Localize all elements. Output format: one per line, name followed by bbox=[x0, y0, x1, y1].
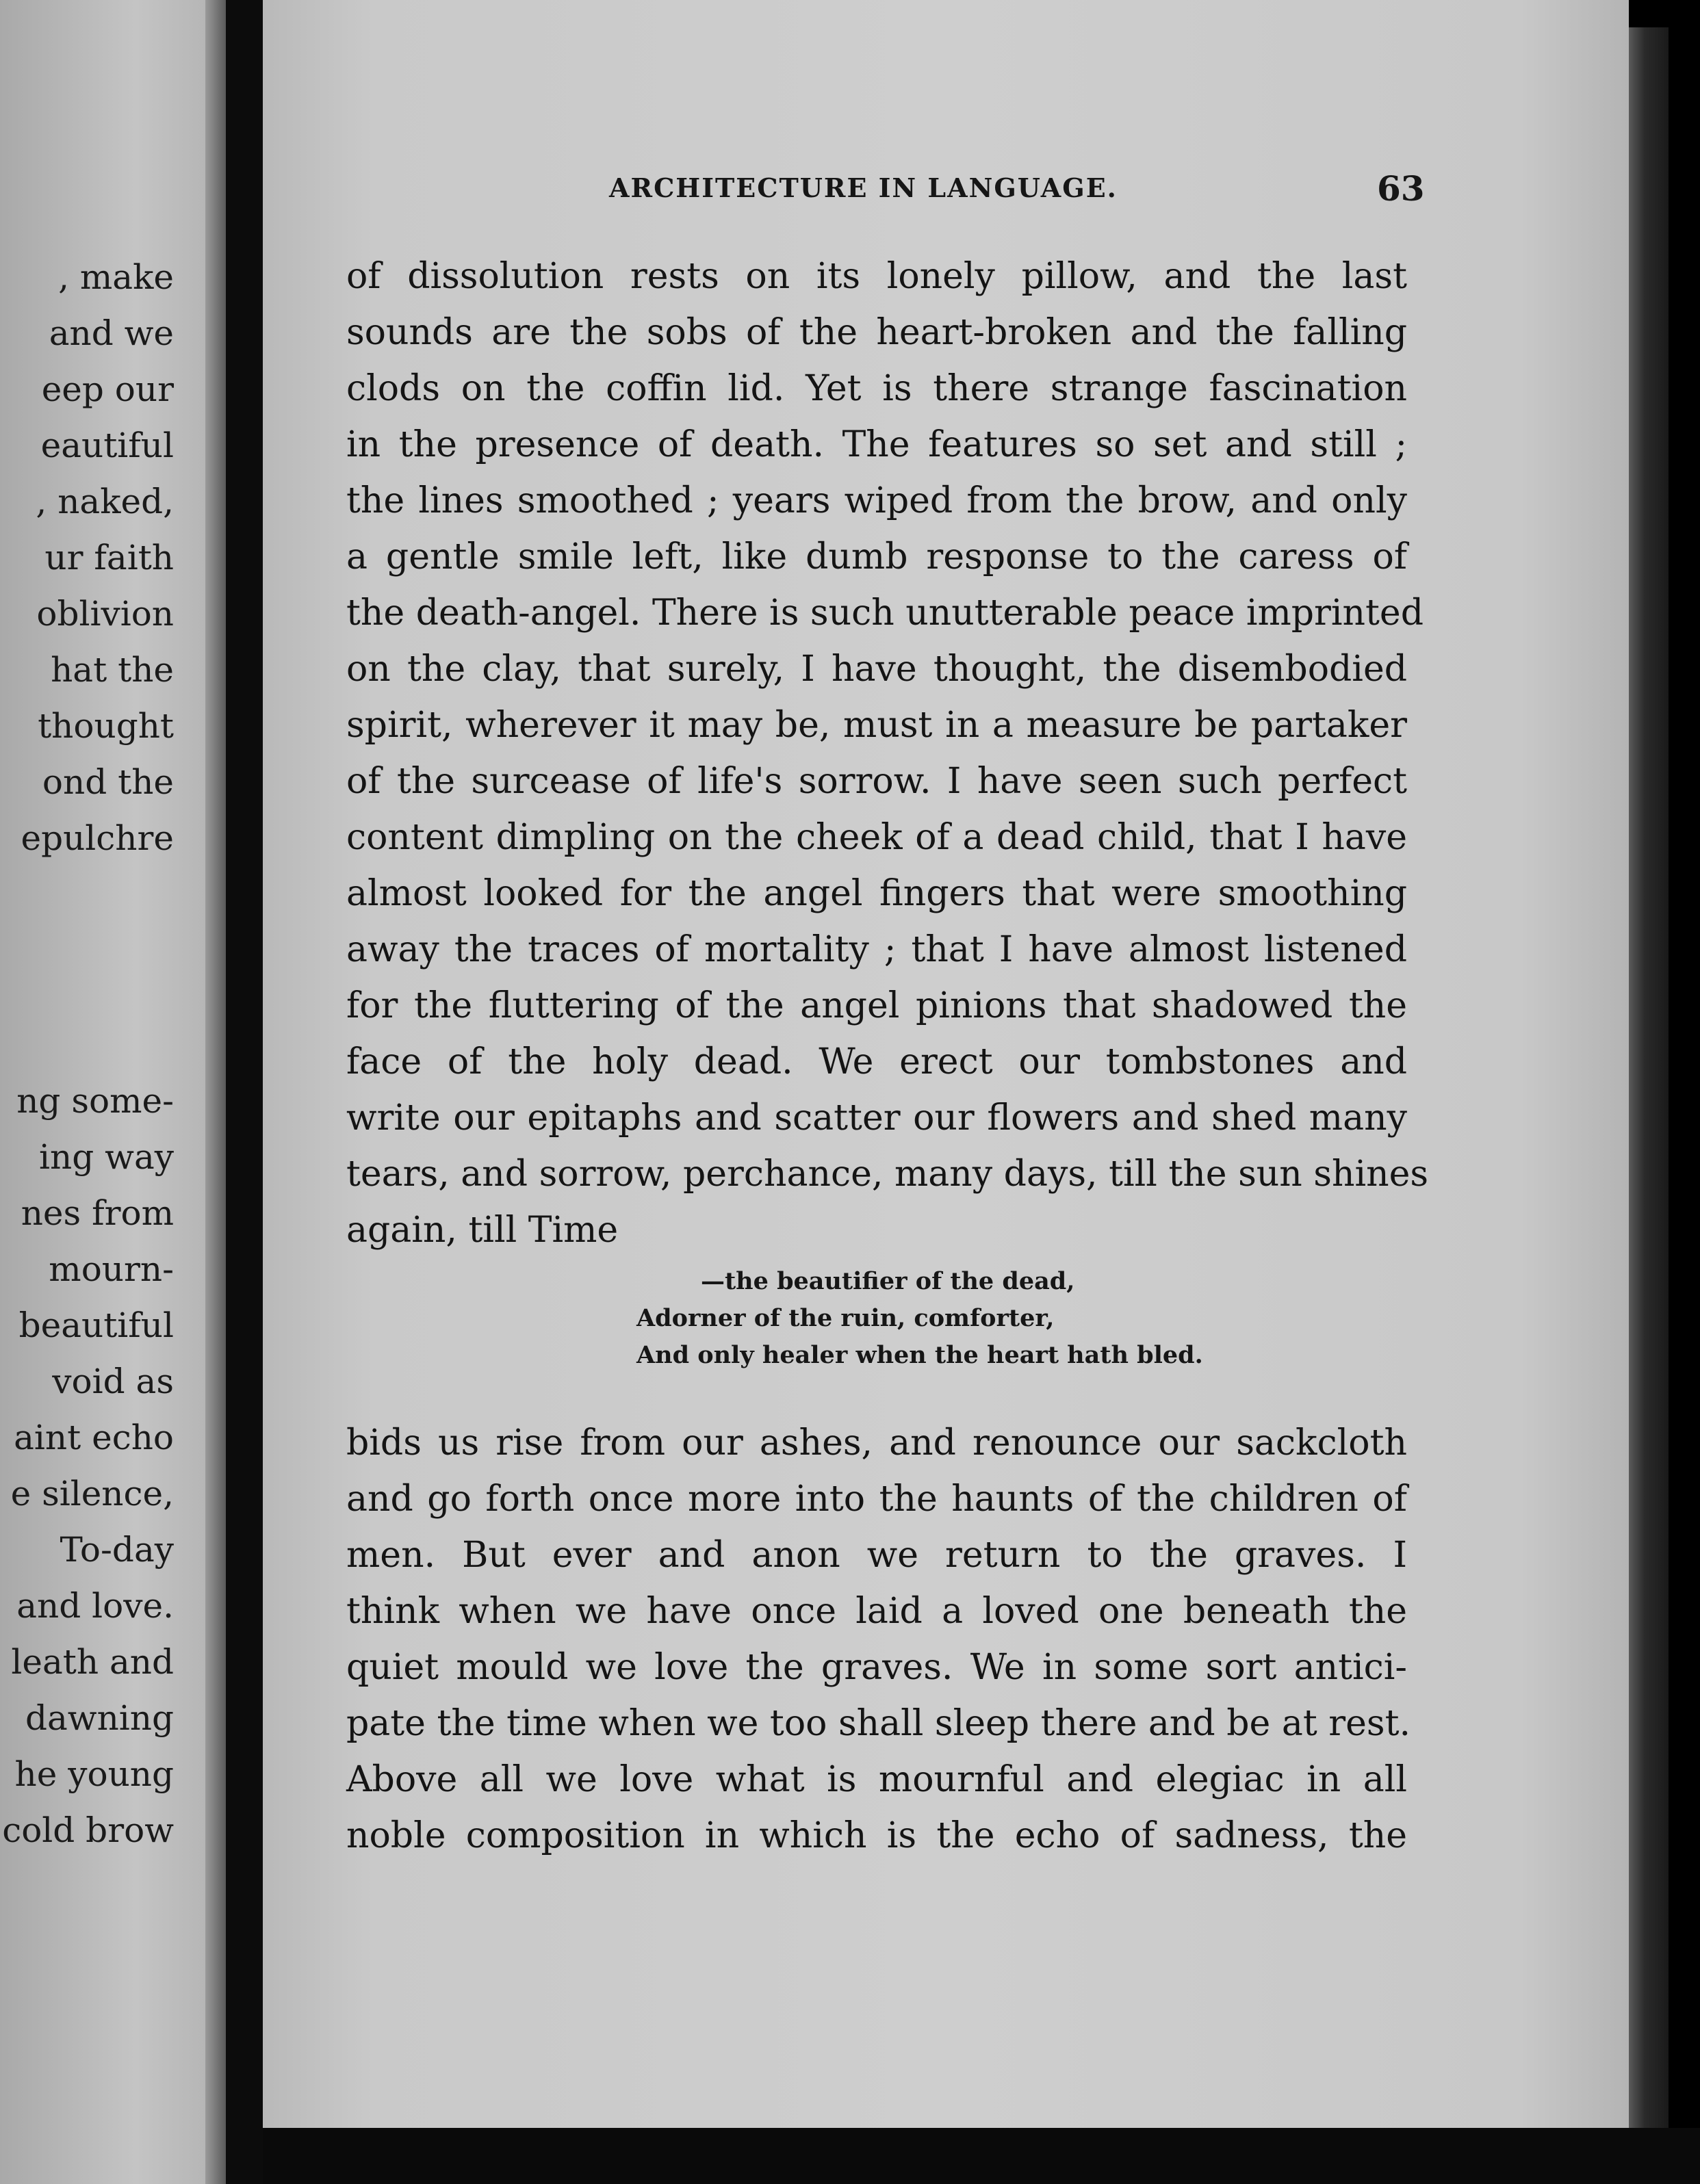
text-line: bids us rise from our ashes, and renounce our sackcloth bbox=[346, 1422, 1407, 1464]
text-line: the death-angel. There is such unutterable peace imprinted bbox=[346, 593, 1424, 634]
page-edge-shadow bbox=[205, 0, 226, 2184]
left-page-line: dawning bbox=[25, 1698, 174, 1738]
left-page-line: oblivion bbox=[36, 594, 174, 634]
text-line: write our epitaphs and scatter our flowers and shed many bbox=[346, 1097, 1407, 1139]
text-line: in the presence of death. The features so set and still ; bbox=[346, 424, 1407, 465]
text-line: men. But ever and anon we return to the graves. I bbox=[346, 1535, 1407, 1576]
left-page-line: ond the bbox=[42, 762, 174, 802]
left-page-line: eep our bbox=[41, 369, 174, 409]
left-page-line: e silence, bbox=[10, 1474, 174, 1513]
verse-quotation bbox=[636, 1263, 1203, 1374]
left-page-line: epulchre bbox=[21, 818, 174, 858]
quote-line: —the beautifier of the dead, bbox=[701, 1267, 1075, 1295]
text-line: sounds are the sobs of the heart-broken and the falling bbox=[346, 312, 1407, 353]
previous-page bbox=[0, 0, 226, 2184]
text-line: Above all we love what is mournful and elegiac in all bbox=[346, 1759, 1407, 1800]
text-line: think when we have once laid a loved one beneath the bbox=[346, 1591, 1407, 1632]
body-paragraph bbox=[346, 248, 1429, 1258]
text-line: for the fluttering of the angel pinions that shadowed the bbox=[346, 985, 1407, 1026]
text-line: a gentle smile left, like dumb response to the caress of bbox=[346, 536, 1407, 577]
left-page-line: To-day bbox=[60, 1530, 174, 1570]
text-line: quiet mould we love the graves. We in some sort antici- bbox=[346, 1647, 1407, 1688]
left-page-line: ng some- bbox=[16, 1081, 174, 1121]
left-page-line: eautiful bbox=[40, 426, 174, 465]
text-line: of the surcease of life's sorrow. I have seen such perfect bbox=[346, 761, 1407, 802]
text-line: tears, and sorrow, perchance, many days, till the sun shines bbox=[346, 1154, 1429, 1195]
quote-line: And only healer when the heart hath bled. bbox=[636, 1341, 1203, 1369]
book-gutter bbox=[226, 0, 263, 2184]
text-line: and go forth once more into the haunts of the children of bbox=[346, 1479, 1407, 1520]
left-page-line: mourn- bbox=[49, 1249, 174, 1289]
left-page-line: ing way bbox=[39, 1137, 174, 1177]
page-bottom-shadow bbox=[263, 2128, 1700, 2184]
left-page-line: , make bbox=[58, 257, 174, 297]
left-page-line: , naked, bbox=[36, 482, 174, 521]
text-line: content dimpling on the cheek of a dead child, that I have bbox=[346, 817, 1407, 858]
text-line: pate the time when we too shall sleep there and be at rest. bbox=[346, 1703, 1411, 1744]
text-line: face of the holy dead. We erect our tombstones and bbox=[346, 1041, 1407, 1082]
page-edge-shadow bbox=[1629, 27, 1669, 2128]
left-page-line: he young bbox=[14, 1754, 174, 1794]
left-page-line: hat the bbox=[51, 650, 174, 690]
left-page-line: ur faith bbox=[44, 538, 174, 577]
quote-line: Adorner of the ruin, comforter, bbox=[636, 1304, 1055, 1332]
left-page-line: nes from bbox=[21, 1193, 174, 1233]
text-line: noble composition in which is the echo of sadness, the bbox=[346, 1815, 1407, 1856]
text-line: away the traces of mortality ; that I have almost listened bbox=[346, 929, 1407, 970]
body-paragraph bbox=[346, 1415, 1411, 1864]
text-line: of dissolution rests on its lonely pillow, and the last bbox=[346, 256, 1407, 297]
left-page-line: void as bbox=[52, 1362, 174, 1401]
running-head: ARCHITECTURE IN LANGUAGE. bbox=[609, 172, 1118, 203]
left-page-line: cold brow bbox=[2, 1810, 174, 1850]
text-line: spirit, wherever it may be, must in a measure be partaker bbox=[346, 705, 1407, 746]
left-page-line: and we bbox=[49, 313, 174, 353]
text-line: almost looked for the angel fingers that were smoothing bbox=[346, 873, 1407, 914]
text-line: clods on the coffin lid. Yet is there strange fascination bbox=[346, 368, 1407, 409]
text-line: the lines smoothed ; years wiped from the brow, and only bbox=[346, 480, 1407, 521]
left-page-line: and love. bbox=[16, 1586, 174, 1626]
text-line: again, till Time bbox=[346, 1210, 619, 1251]
left-page-line: aint echo bbox=[14, 1418, 174, 1457]
left-page-line: leath and bbox=[11, 1642, 174, 1682]
left-page-line: thought bbox=[38, 706, 174, 746]
left-page-line: beautiful bbox=[18, 1305, 174, 1345]
text-line: on the clay, that surely, I have thought, the disembodied bbox=[346, 649, 1407, 690]
page-number: 63 bbox=[1377, 168, 1425, 209]
